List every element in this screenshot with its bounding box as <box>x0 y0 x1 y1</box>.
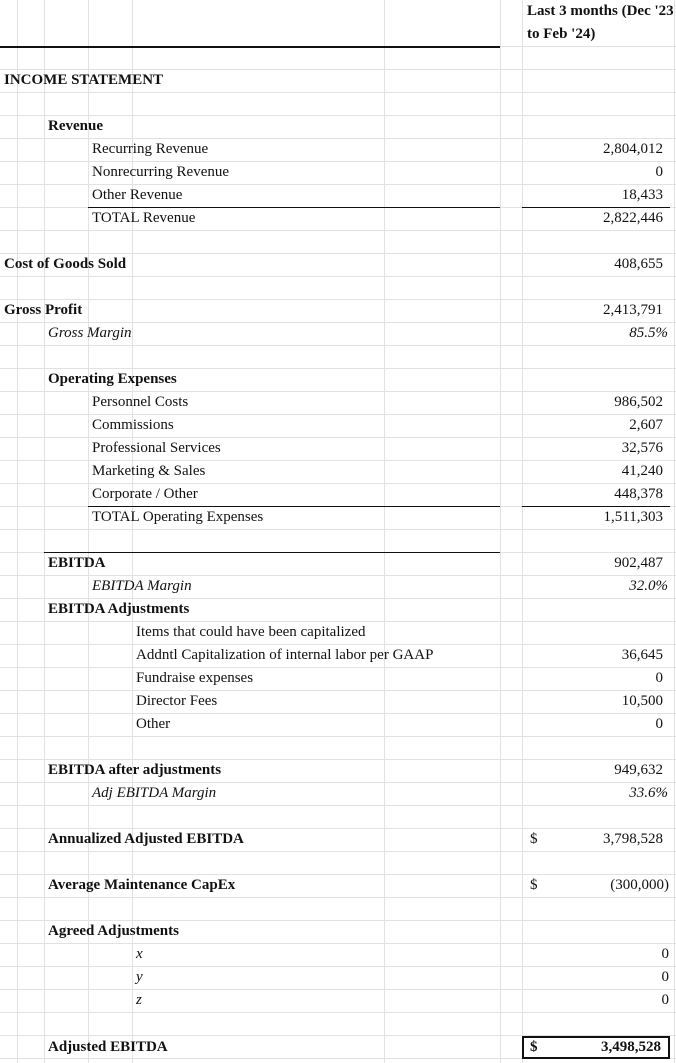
period-header: Last 3 months (Dec '23 to Feb '24) <box>527 3 674 42</box>
cogs-value: 408,655 <box>614 256 663 272</box>
ebitda-border <box>44 552 500 553</box>
grid-col-line <box>384 0 385 1063</box>
row-label: Director Fees <box>136 693 218 709</box>
adjusted-ebitda-label: Adjusted EBITDA <box>48 1039 168 1055</box>
row-value: 0 <box>655 670 663 686</box>
row-label: Professional Services <box>92 440 221 456</box>
revenue-heading: Revenue <box>48 118 103 134</box>
ebitda-value: 902,487 <box>614 555 663 571</box>
adjusted-ebitda-value: 3,498,528 <box>601 1039 661 1055</box>
header-divider <box>0 46 500 48</box>
ebitda-after-value: 949,632 <box>614 762 663 778</box>
grid-row-line <box>0 1012 676 1013</box>
row-label: Commissions <box>92 417 174 433</box>
row-value: 1,511,303 <box>603 509 663 525</box>
currency-symbol: $ <box>530 831 538 847</box>
row-value: 0 <box>661 946 669 962</box>
row-label: y <box>136 969 143 985</box>
grid-row-line <box>0 851 676 852</box>
adj-margin-value: 33.6% <box>629 785 668 801</box>
row-label: Nonrecurring Revenue <box>92 164 230 180</box>
row-label: Recurring Revenue <box>92 141 209 157</box>
grid-col-line <box>44 0 45 1063</box>
adj-margin-label: Adj EBITDA Margin <box>92 785 217 801</box>
row-value: 0 <box>661 992 669 1008</box>
gross-profit-value: 2,413,791 <box>603 302 663 318</box>
grid-row-line <box>0 529 676 530</box>
row-value: 0 <box>655 716 663 732</box>
grid-row-line <box>0 276 676 277</box>
cogs-label: Cost of Goods Sold <box>4 256 127 272</box>
row-label: TOTAL Revenue <box>92 210 196 226</box>
section-title: INCOME STATEMENT <box>4 72 164 88</box>
row-value: 0 <box>661 969 669 985</box>
row-label: Fundraise expenses <box>136 670 254 686</box>
ebitda-margin-label: EBITDA Margin <box>92 578 192 594</box>
grid-row-line <box>0 805 676 806</box>
row-value: 2,804,012 <box>603 141 663 157</box>
row-label: Addntl Capitalization of internal labor per GAAP <box>136 647 434 663</box>
grid-row-line <box>0 736 676 737</box>
row-label: Corporate / Other <box>92 486 198 502</box>
row-label: z <box>136 992 142 1008</box>
capex-label: Average Maintenance CapEx <box>48 877 236 893</box>
row-label: x <box>136 946 143 962</box>
grid-row-line <box>0 897 676 898</box>
row-value: 18,433 <box>621 187 663 203</box>
row-value: 2,607 <box>629 417 663 433</box>
grid-col-line <box>88 0 89 1063</box>
row-value: 32,576 <box>621 440 663 456</box>
opex-heading: Operating Expenses <box>48 371 177 387</box>
row-value: 2,822,446 <box>603 210 663 226</box>
annualized-value: 3,798,528 <box>603 831 663 847</box>
gross-profit-label: Gross Profit <box>4 302 83 318</box>
ebitda-margin-value: 32.0% <box>629 578 668 594</box>
grid-col-line <box>17 0 18 1063</box>
ebitda-after-label: EBITDA after adjustments <box>48 762 222 778</box>
row-label: Items that could have been capitalized <box>136 624 366 640</box>
ebitda-label: EBITDA <box>48 555 106 571</box>
row-value: 0 <box>655 164 663 180</box>
grid-row-line <box>0 92 676 93</box>
currency-symbol: $ <box>530 1039 538 1055</box>
grid-col-line <box>500 0 501 1063</box>
capex-value: (300,000) <box>610 877 669 893</box>
row-value: 10,500 <box>621 693 663 709</box>
grid-row-line <box>0 230 676 231</box>
agreed-heading: Agreed Adjustments <box>48 923 179 939</box>
row-value: 36,645 <box>621 647 663 663</box>
grid-col-line <box>674 0 675 1063</box>
row-label: TOTAL Operating Expenses <box>92 509 264 525</box>
adjustments-heading: EBITDA Adjustments <box>48 601 190 617</box>
row-value: 41,240 <box>621 463 663 479</box>
row-label: Other <box>136 716 171 732</box>
grid-row-line <box>0 345 676 346</box>
gross-margin-value: 85.5% <box>629 325 668 341</box>
annualized-label: Annualized Adjusted EBITDA <box>48 831 244 847</box>
gross-margin-label: Gross Margin <box>48 325 132 341</box>
row-label: Personnel Costs <box>92 394 189 410</box>
row-label: Marketing & Sales <box>92 463 206 479</box>
row-value: 448,378 <box>614 486 663 502</box>
currency-symbol: $ <box>530 877 538 893</box>
row-value: 986,502 <box>614 394 663 410</box>
row-label: Other Revenue <box>92 187 183 203</box>
